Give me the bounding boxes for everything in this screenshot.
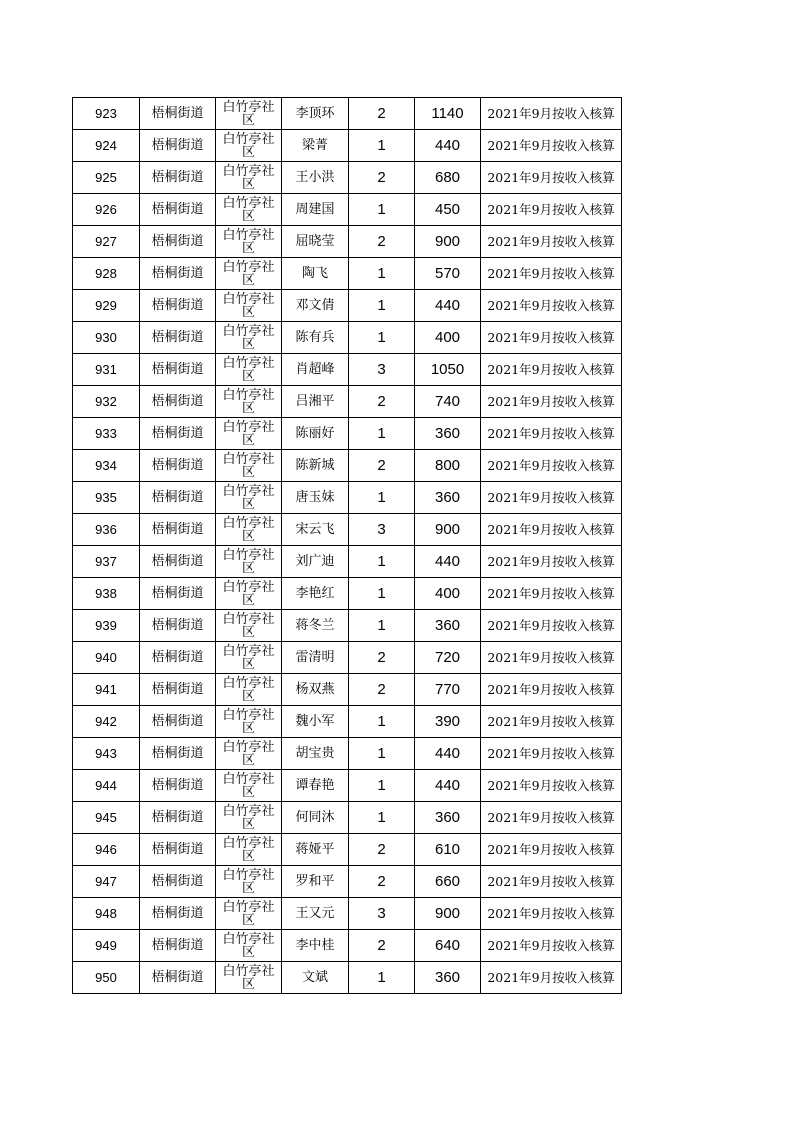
table-row	[73, 546, 622, 578]
cell-number: 927	[73, 226, 140, 258]
cell-street: 梧桐街道	[140, 802, 216, 834]
cell-household-size: 3	[349, 354, 415, 386]
cell-community: 白竹亭社区	[216, 738, 282, 770]
cell-name: 陈有兵	[282, 322, 349, 354]
cell-number: 940	[73, 642, 140, 674]
cell-number: 932	[73, 386, 140, 418]
table-row	[73, 386, 622, 418]
cell-note: 2021年9月按收入核算	[481, 226, 622, 258]
cell-household-size: 1	[349, 962, 415, 994]
cell-note: 2021年9月按收入核算	[481, 834, 622, 866]
cell-note: 2021年9月按收入核算	[481, 770, 622, 802]
cell-amount: 770	[415, 674, 481, 706]
cell-amount: 360	[415, 802, 481, 834]
cell-household-size: 1	[349, 418, 415, 450]
cell-amount: 680	[415, 162, 481, 194]
cell-note: 2021年9月按收入核算	[481, 386, 622, 418]
cell-amount: 360	[415, 482, 481, 514]
cell-name: 王又元	[282, 898, 349, 930]
cell-number: 945	[73, 802, 140, 834]
cell-household-size: 1	[349, 194, 415, 226]
cell-number: 929	[73, 290, 140, 322]
cell-amount: 900	[415, 898, 481, 930]
cell-name: 李艳红	[282, 578, 349, 610]
cell-name: 陈新城	[282, 450, 349, 482]
cell-household-size: 1	[349, 738, 415, 770]
table-row	[73, 290, 622, 322]
cell-name: 胡宝贵	[282, 738, 349, 770]
cell-note: 2021年9月按收入核算	[481, 930, 622, 962]
cell-street: 梧桐街道	[140, 834, 216, 866]
cell-note: 2021年9月按收入核算	[481, 322, 622, 354]
cell-household-size: 1	[349, 322, 415, 354]
cell-note: 2021年9月按收入核算	[481, 98, 622, 130]
cell-note: 2021年9月按收入核算	[481, 514, 622, 546]
cell-number: 938	[73, 578, 140, 610]
cell-household-size: 1	[349, 482, 415, 514]
cell-number: 946	[73, 834, 140, 866]
cell-number: 939	[73, 610, 140, 642]
cell-community: 白竹亭社区	[216, 610, 282, 642]
cell-amount: 610	[415, 834, 481, 866]
cell-community: 白竹亭社区	[216, 642, 282, 674]
cell-note: 2021年9月按收入核算	[481, 130, 622, 162]
cell-household-size: 1	[349, 770, 415, 802]
cell-note: 2021年9月按收入核算	[481, 962, 622, 994]
cell-name: 蒋娅平	[282, 834, 349, 866]
cell-household-size: 2	[349, 98, 415, 130]
cell-number: 941	[73, 674, 140, 706]
cell-note: 2021年9月按收入核算	[481, 354, 622, 386]
table-row	[73, 802, 622, 834]
cell-household-size: 1	[349, 258, 415, 290]
cell-community: 白竹亭社区	[216, 770, 282, 802]
cell-community: 白竹亭社区	[216, 322, 282, 354]
cell-number: 934	[73, 450, 140, 482]
cell-community: 白竹亭社区	[216, 258, 282, 290]
cell-name: 刘广迪	[282, 546, 349, 578]
cell-note: 2021年9月按收入核算	[481, 482, 622, 514]
cell-note: 2021年9月按收入核算	[481, 194, 622, 226]
cell-street: 梧桐街道	[140, 706, 216, 738]
cell-name: 周建国	[282, 194, 349, 226]
table-row	[73, 418, 622, 450]
cell-amount: 450	[415, 194, 481, 226]
cell-household-size: 3	[349, 898, 415, 930]
cell-amount: 740	[415, 386, 481, 418]
cell-street: 梧桐街道	[140, 98, 216, 130]
cell-name: 魏小军	[282, 706, 349, 738]
cell-number: 943	[73, 738, 140, 770]
cell-note: 2021年9月按收入核算	[481, 418, 622, 450]
cell-community: 白竹亭社区	[216, 962, 282, 994]
cell-community: 白竹亭社区	[216, 674, 282, 706]
cell-amount: 400	[415, 578, 481, 610]
cell-street: 梧桐街道	[140, 130, 216, 162]
cell-community: 白竹亭社区	[216, 450, 282, 482]
table-row	[73, 738, 622, 770]
roster-table	[72, 97, 622, 994]
cell-household-size: 3	[349, 514, 415, 546]
cell-note: 2021年9月按收入核算	[481, 802, 622, 834]
cell-community: 白竹亭社区	[216, 386, 282, 418]
cell-amount: 900	[415, 514, 481, 546]
cell-note: 2021年9月按收入核算	[481, 162, 622, 194]
cell-amount: 440	[415, 130, 481, 162]
cell-number: 947	[73, 866, 140, 898]
cell-amount: 640	[415, 930, 481, 962]
cell-amount: 400	[415, 322, 481, 354]
cell-note: 2021年9月按收入核算	[481, 450, 622, 482]
cell-household-size: 2	[349, 674, 415, 706]
table-row	[73, 834, 622, 866]
cell-household-size: 2	[349, 162, 415, 194]
cell-community: 白竹亭社区	[216, 130, 282, 162]
cell-note: 2021年9月按收入核算	[481, 642, 622, 674]
cell-street: 梧桐街道	[140, 898, 216, 930]
cell-amount: 1050	[415, 354, 481, 386]
cell-street: 梧桐街道	[140, 546, 216, 578]
table-row	[73, 482, 622, 514]
cell-community: 白竹亭社区	[216, 194, 282, 226]
cell-number: 925	[73, 162, 140, 194]
cell-number: 933	[73, 418, 140, 450]
cell-community: 白竹亭社区	[216, 226, 282, 258]
cell-name: 王小洪	[282, 162, 349, 194]
cell-street: 梧桐街道	[140, 322, 216, 354]
cell-note: 2021年9月按收入核算	[481, 738, 622, 770]
table-row	[73, 130, 622, 162]
cell-street: 梧桐街道	[140, 578, 216, 610]
cell-amount: 1140	[415, 98, 481, 130]
table-row	[73, 354, 622, 386]
cell-name: 肖超峰	[282, 354, 349, 386]
cell-street: 梧桐街道	[140, 962, 216, 994]
cell-note: 2021年9月按收入核算	[481, 290, 622, 322]
cell-community: 白竹亭社区	[216, 866, 282, 898]
cell-community: 白竹亭社区	[216, 354, 282, 386]
cell-street: 梧桐街道	[140, 418, 216, 450]
cell-name: 屈晓莹	[282, 226, 349, 258]
cell-number: 924	[73, 130, 140, 162]
table-row	[73, 898, 622, 930]
cell-name: 李顶环	[282, 98, 349, 130]
table-row	[73, 674, 622, 706]
cell-name: 蒋冬兰	[282, 610, 349, 642]
cell-name: 杨双燕	[282, 674, 349, 706]
table-row	[73, 98, 622, 130]
cell-household-size: 2	[349, 866, 415, 898]
cell-street: 梧桐街道	[140, 610, 216, 642]
cell-household-size: 1	[349, 706, 415, 738]
cell-amount: 390	[415, 706, 481, 738]
cell-household-size: 1	[349, 546, 415, 578]
cell-street: 梧桐街道	[140, 162, 216, 194]
cell-name: 唐玉妹	[282, 482, 349, 514]
cell-number: 931	[73, 354, 140, 386]
cell-street: 梧桐街道	[140, 770, 216, 802]
cell-household-size: 1	[349, 290, 415, 322]
cell-name: 雷清明	[282, 642, 349, 674]
cell-community: 白竹亭社区	[216, 290, 282, 322]
cell-street: 梧桐街道	[140, 450, 216, 482]
cell-number: 936	[73, 514, 140, 546]
cell-name: 梁菁	[282, 130, 349, 162]
cell-community: 白竹亭社区	[216, 930, 282, 962]
cell-community: 白竹亭社区	[216, 162, 282, 194]
table-row	[73, 866, 622, 898]
cell-community: 白竹亭社区	[216, 834, 282, 866]
cell-amount: 660	[415, 866, 481, 898]
cell-note: 2021年9月按收入核算	[481, 898, 622, 930]
cell-street: 梧桐街道	[140, 226, 216, 258]
cell-name: 李中桂	[282, 930, 349, 962]
table-row	[73, 610, 622, 642]
table-row	[73, 258, 622, 290]
cell-amount: 360	[415, 418, 481, 450]
cell-community: 白竹亭社区	[216, 802, 282, 834]
table-row	[73, 962, 622, 994]
table-row	[73, 930, 622, 962]
cell-name: 谭春艳	[282, 770, 349, 802]
table-row	[73, 162, 622, 194]
cell-name: 吕湘平	[282, 386, 349, 418]
cell-household-size: 1	[349, 802, 415, 834]
table-row	[73, 322, 622, 354]
table-row	[73, 450, 622, 482]
cell-community: 白竹亭社区	[216, 546, 282, 578]
cell-community: 白竹亭社区	[216, 418, 282, 450]
cell-community: 白竹亭社区	[216, 578, 282, 610]
cell-number: 944	[73, 770, 140, 802]
cell-amount: 440	[415, 738, 481, 770]
cell-note: 2021年9月按收入核算	[481, 546, 622, 578]
cell-street: 梧桐街道	[140, 642, 216, 674]
cell-note: 2021年9月按收入核算	[481, 674, 622, 706]
table-row	[73, 226, 622, 258]
cell-name: 文斌	[282, 962, 349, 994]
cell-number: 935	[73, 482, 140, 514]
cell-amount: 440	[415, 770, 481, 802]
cell-name: 陶飞	[282, 258, 349, 290]
cell-number: 926	[73, 194, 140, 226]
cell-street: 梧桐街道	[140, 482, 216, 514]
cell-household-size: 1	[349, 130, 415, 162]
cell-street: 梧桐街道	[140, 194, 216, 226]
cell-amount: 720	[415, 642, 481, 674]
cell-number: 950	[73, 962, 140, 994]
cell-number: 923	[73, 98, 140, 130]
cell-household-size: 2	[349, 834, 415, 866]
cell-household-size: 1	[349, 610, 415, 642]
cell-note: 2021年9月按收入核算	[481, 258, 622, 290]
cell-community: 白竹亭社区	[216, 706, 282, 738]
cell-street: 梧桐街道	[140, 258, 216, 290]
cell-amount: 800	[415, 450, 481, 482]
cell-name: 何同沐	[282, 802, 349, 834]
cell-note: 2021年9月按收入核算	[481, 578, 622, 610]
cell-street: 梧桐街道	[140, 354, 216, 386]
table-row	[73, 770, 622, 802]
cell-number: 928	[73, 258, 140, 290]
cell-household-size: 2	[349, 450, 415, 482]
cell-amount: 440	[415, 290, 481, 322]
cell-amount: 440	[415, 546, 481, 578]
cell-street: 梧桐街道	[140, 930, 216, 962]
cell-household-size: 2	[349, 642, 415, 674]
cell-street: 梧桐街道	[140, 738, 216, 770]
cell-name: 陈丽好	[282, 418, 349, 450]
cell-number: 948	[73, 898, 140, 930]
cell-household-size: 2	[349, 386, 415, 418]
cell-community: 白竹亭社区	[216, 514, 282, 546]
table-row	[73, 194, 622, 226]
cell-note: 2021年9月按收入核算	[481, 610, 622, 642]
cell-household-size: 2	[349, 930, 415, 962]
cell-number: 942	[73, 706, 140, 738]
table-row	[73, 642, 622, 674]
table-row	[73, 706, 622, 738]
cell-community: 白竹亭社区	[216, 98, 282, 130]
cell-community: 白竹亭社区	[216, 898, 282, 930]
cell-street: 梧桐街道	[140, 866, 216, 898]
cell-amount: 360	[415, 962, 481, 994]
cell-note: 2021年9月按收入核算	[481, 866, 622, 898]
cell-note: 2021年9月按收入核算	[481, 706, 622, 738]
cell-community: 白竹亭社区	[216, 482, 282, 514]
cell-household-size: 2	[349, 226, 415, 258]
cell-name: 邓文倩	[282, 290, 349, 322]
cell-number: 937	[73, 546, 140, 578]
cell-street: 梧桐街道	[140, 290, 216, 322]
cell-street: 梧桐街道	[140, 674, 216, 706]
cell-street: 梧桐街道	[140, 514, 216, 546]
cell-name: 罗和平	[282, 866, 349, 898]
cell-number: 949	[73, 930, 140, 962]
roster-table-body	[73, 98, 622, 994]
cell-name: 宋云飞	[282, 514, 349, 546]
cell-household-size: 1	[349, 578, 415, 610]
table-row	[73, 578, 622, 610]
cell-number: 930	[73, 322, 140, 354]
cell-amount: 900	[415, 226, 481, 258]
cell-amount: 360	[415, 610, 481, 642]
cell-amount: 570	[415, 258, 481, 290]
cell-street: 梧桐街道	[140, 386, 216, 418]
table-row	[73, 514, 622, 546]
